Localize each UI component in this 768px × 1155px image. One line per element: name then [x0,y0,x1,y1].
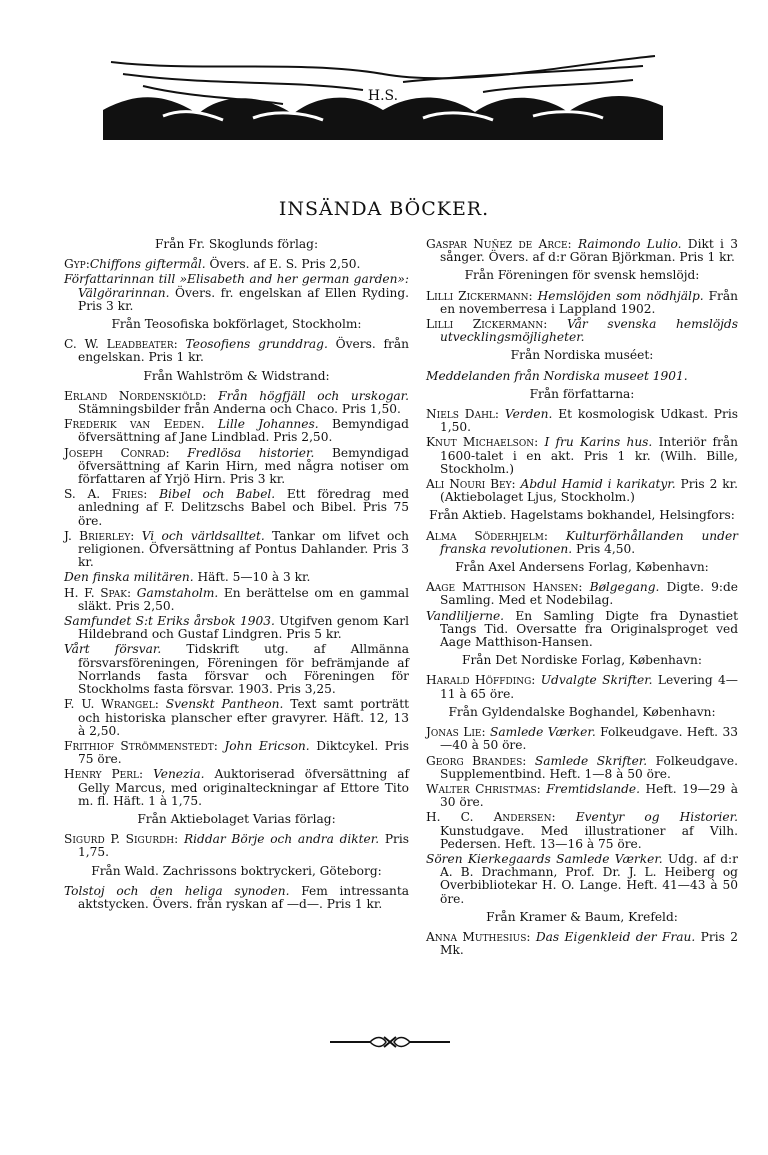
book-entry [64,390,409,416]
publisher-heading: Från Nordiska muséet: [510,348,654,363]
book-entry [64,615,409,641]
entry-author: Henry Perl: [64,767,144,782]
book-entry [426,853,738,906]
entry-details: Utgifven genom Karl Hildebrand och Gustaf Lindgren. Pris 5 kr. [78,614,409,642]
vignette-monogram: H.S. [367,88,399,104]
entry-title: Samfundet S:t Eriks årsbok 1903. [64,614,275,629]
entry-author: H. F. Spak: [64,585,132,600]
entry-details: Tankar om lifvet och religionen. Öfversättning af Pontus Dahlander. Pris 3 kr. [78,528,409,570]
left-column [64,238,409,913]
entry-title: Vårt försvar. [64,642,162,657]
entry-details: Kunstudgave. Med illustrationer af Vilh. Pedersen. Heft. 13—16 à 75 öre. [440,823,738,851]
book-entry [426,581,738,607]
entry-details: Bemyndigad öfversättning af Jane Lindblad. Pris 2,50. [78,417,409,445]
book-entry [426,370,738,383]
entry-title: Bølgegang. [582,580,660,595]
entry-title: Hemslöjden som nödhjälp. [532,288,704,303]
entry-details: Digte. 9:de Samling. Med et Nodebilag. [440,580,738,608]
entry-details: Diktcykel. Pris 75 öre. [78,738,409,767]
entry-title: Meddelanden från Nordiska museet 1901. [426,368,688,383]
book-entry [426,811,738,851]
entry-author: Walter Christmas: [426,781,541,796]
publisher-heading: Från Aktieb. Hagelstams bokhandel, Helsingfors: [429,508,735,523]
entry-author: Joseph Conrad: [64,445,170,460]
right-column [426,238,738,959]
header-vignette [103,52,663,140]
entry-details: En Samling Digte fra Dynastiet Tangs Tid. Oversatte fra Originalsproget ved Aage Matthison-Hansen. [440,608,738,650]
entry-title: Udvalgte Skrifter. [535,673,653,688]
entry-title: Verden. [499,407,553,422]
publisher-heading: Från Wahlström & Widstrand: [143,368,330,383]
page-title: INSÄNDA BÖCKER. [278,198,490,220]
book-entry [64,833,409,859]
entry-title: Den finska militären. [64,570,194,585]
entry-title: Kulturförhållanden under franska revolutionen. [440,528,738,556]
entry-details: Dikt i 3 sånger. Övers. af d:r Göran Björkman. Pris 1 kr. [440,237,738,265]
entry-author: Sigurd P. Sigurdh: [64,832,179,847]
entry-author: F. U. Wrangel: [64,697,159,712]
entry-details: Övers. från engelskan. Pris 1 kr. [78,337,409,365]
book-entry [426,530,738,556]
book-entry [426,726,738,752]
entry-details: Levering 4—11 à 65 öre. [440,673,738,701]
entry-title: Gamstaholm. [131,585,219,600]
entry-author: Jonas Lie: [426,725,486,740]
book-entry [64,418,409,444]
publisher-heading: Från Gyldendalske Boghandel, København: [448,704,716,719]
entry-title: Samlede Skrifter. [526,753,648,768]
entry-title: Sören Kierkegaards Samlede Værker. [426,851,663,866]
entry-title: Venezia. [143,767,205,782]
entry-title: Vandliljerne. [426,608,505,623]
entry-author: Alma Söderhjelm: [426,528,548,543]
entry-title: Das Eigenkleid der Frau. [530,929,696,944]
book-entry [64,698,409,738]
book-entry [426,931,738,957]
entry-author: Gaspar Nuñez de Arce: [426,237,572,251]
entry-author: Lilli Zickermann: [426,288,533,303]
book-entry [426,755,738,781]
entry-author: H. C. Andersen: [426,810,556,825]
entry-details: Interiör från 1600-talet i en akt. Pris 1 kr. (Wilh. Bille, Stockholm.) [440,435,738,476]
entry-author: Gyp: [64,257,90,272]
entry-details: Pris 2 kr. (Aktiebolaget Ljus, Stockholm.) [440,477,738,505]
book-entry [64,488,409,528]
entry-details: Stämningsbilder från Anderna och Chaco. Pris 1,50. [78,402,401,417]
entry-author: Lilli Zickermann: [426,317,548,332]
entry-title: Raimondo Lulio. [571,237,682,251]
publisher-heading: Från Fr. Skoglunds förlag: [154,237,319,251]
book-entry [426,674,738,700]
book-entry [64,338,409,364]
entry-author: Niels Dahl: [426,407,500,422]
entry-title: Från högfjäll och urskogar. [206,388,410,403]
entry-details: Övers. af E. S. Pris 2,50. [205,257,361,272]
publisher-heading: Från Wald. Zachrissons boktryckeri, Göteborg: [91,863,382,878]
entry-author: Frithiof Strömmenstedt: [64,738,218,753]
book-entry [426,478,738,504]
book-entry [426,783,738,809]
entry-author: C. W. Leadbeater: [64,337,178,352]
entry-details: Från en novemberresa i Lappland 1902. [440,288,738,316]
entry-author: S. A. Fries: [64,487,148,502]
publisher-heading: Från Kramer & Baum, Krefeld: [486,909,678,924]
entry-title: Bibel och Babel. [147,487,276,502]
book-entry [426,436,738,476]
entry-title: Fremtidslande. [540,781,641,796]
entry-details: Folkeudgave. Supplementbind. Heft. 1—8 à 50 öre. [440,753,738,781]
entry-author: J. Brierley: [64,528,135,543]
publisher-heading: Från Aktiebolaget Varias förlag: [137,811,336,826]
book-entry [426,318,738,344]
book-entry [64,571,409,584]
entry-details: Övers. fr. engelskan af Ellen Ryding. Pris 3 kr. [78,285,409,313]
entry-title: I fru Karins hus. [538,435,653,450]
entry-title: John Ericson. [217,738,310,753]
entry-title: Tolstoj och den heliga synoden. [64,883,290,898]
entry-title: Fredlösa historier. [169,445,315,460]
book-entry [426,610,738,650]
publisher-heading: Från Det Nordiske Forlag, København: [462,653,702,668]
entry-title: Svenskt Pantheon. [158,697,284,712]
entry-details: Auktoriserad öfversättning af Gelly Marcus, med originalteckningar af Ettore Tito m. fl. Häft. 1 à 1,75. [78,767,409,808]
entry-title: Teosofiens grunddrag. [177,337,328,352]
entry-author: Aage Matthison Hansen: [426,580,583,595]
book-entry [64,768,409,808]
entry-details: En berättelse om en gammal släkt. Pris 2,50. [78,585,409,613]
entry-details: Pris 4,50. [572,541,636,556]
entry-title: Eventyr og Historier. [555,810,738,825]
book-entry [64,885,409,911]
entry-details: Fem intressanta aktstycken. Övers. från ryskan af —d—. Pris 1 kr. [78,883,410,911]
entry-author: Knut Michaelson: [426,435,539,450]
book-entry [64,447,409,487]
entry-author: Ali Nouri Bey: [426,477,516,492]
entry-title: Författarinnan till »Elisabeth and her german garden»: Välgörarinnan. [64,272,409,300]
entry-details: Ett föredrag med anledning af F. Delitzschs Babel och Bibel. Pris 75 öre. [78,487,410,528]
entry-author: Georg Brandes: [426,753,527,768]
entry-details: Pris 2 Mk. [440,929,738,958]
entry-details: Bemyndigad öfversättning af Karin Hirn, med några notiser om författaren af Yrjö Hirn. Pris 3 kr. [78,445,409,487]
entry-details: Heft. 19—29 à 30 öre. [440,781,739,810]
entry-author: Frederik van Eeden. [64,417,205,432]
entry-author: Harald Höffding: [426,673,536,688]
book-entry [64,273,409,313]
entry-title: Lille Johannes. [204,417,319,432]
book-entry [64,740,409,766]
publisher-heading: Från författarna: [529,386,635,401]
entry-title: Abdul Hamid i karikatyr. [515,477,676,492]
entry-details: Pris 1,75. [78,832,409,860]
entry-details: Häft. 5—10 à 3 kr. [193,570,311,585]
entry-author: Anna Muthesius: [426,929,531,944]
entry-details: Udg. af d:r A. B. Drachmann, Prof. Dr. J. L. Heiberg og Overbibliotekar H. O. Lange. Heft. 41—43 à 50 öre. [440,851,738,906]
book-entry [64,587,409,613]
publisher-heading: Från Teosofiska bokförlaget, Stockholm: [111,317,362,332]
entry-title: Vår svenska hemslöjds utvecklingsmöjligheter. [440,317,738,345]
entry-details: Tidskrift utg. af Allmänna försvarsföreningen, Föreningen för befrämjande af Norrlands fasta försvar och Föreningen för Stockholms fasta försvar. 1903. Pris 3,25. [78,642,409,697]
publisher-heading: Från Axel Andersens Forlag, København: [455,560,709,575]
entry-author: Erland Nordenskiöld: [64,388,207,403]
publisher-heading: Från Föreningen för svensk hemslöjd: [464,268,700,283]
entry-details: Text samt porträtt och historiska planscher efter gravyrer. Häft. 12, 13 à 2,50. [78,697,410,738]
book-entry [426,290,738,316]
book-entry [64,643,409,696]
entry-title: Samlede Værker. [485,725,596,740]
entry-title: Chiffons giftermål. [89,257,206,272]
book-entry [64,258,409,271]
entry-title: Riddar Börje och andra dikter. [178,832,380,847]
book-entry [426,238,738,264]
entry-details: Folkeudgave. Heft. 33—40 à 50 öre. [440,725,738,753]
entry-details: Et kosmologisk Udkast. Pris 1,50. [440,407,738,435]
book-entry [64,530,409,570]
end-ornament [330,1033,450,1051]
entry-title: Vi och världsalltet. [134,528,265,543]
book-entry [426,408,738,434]
